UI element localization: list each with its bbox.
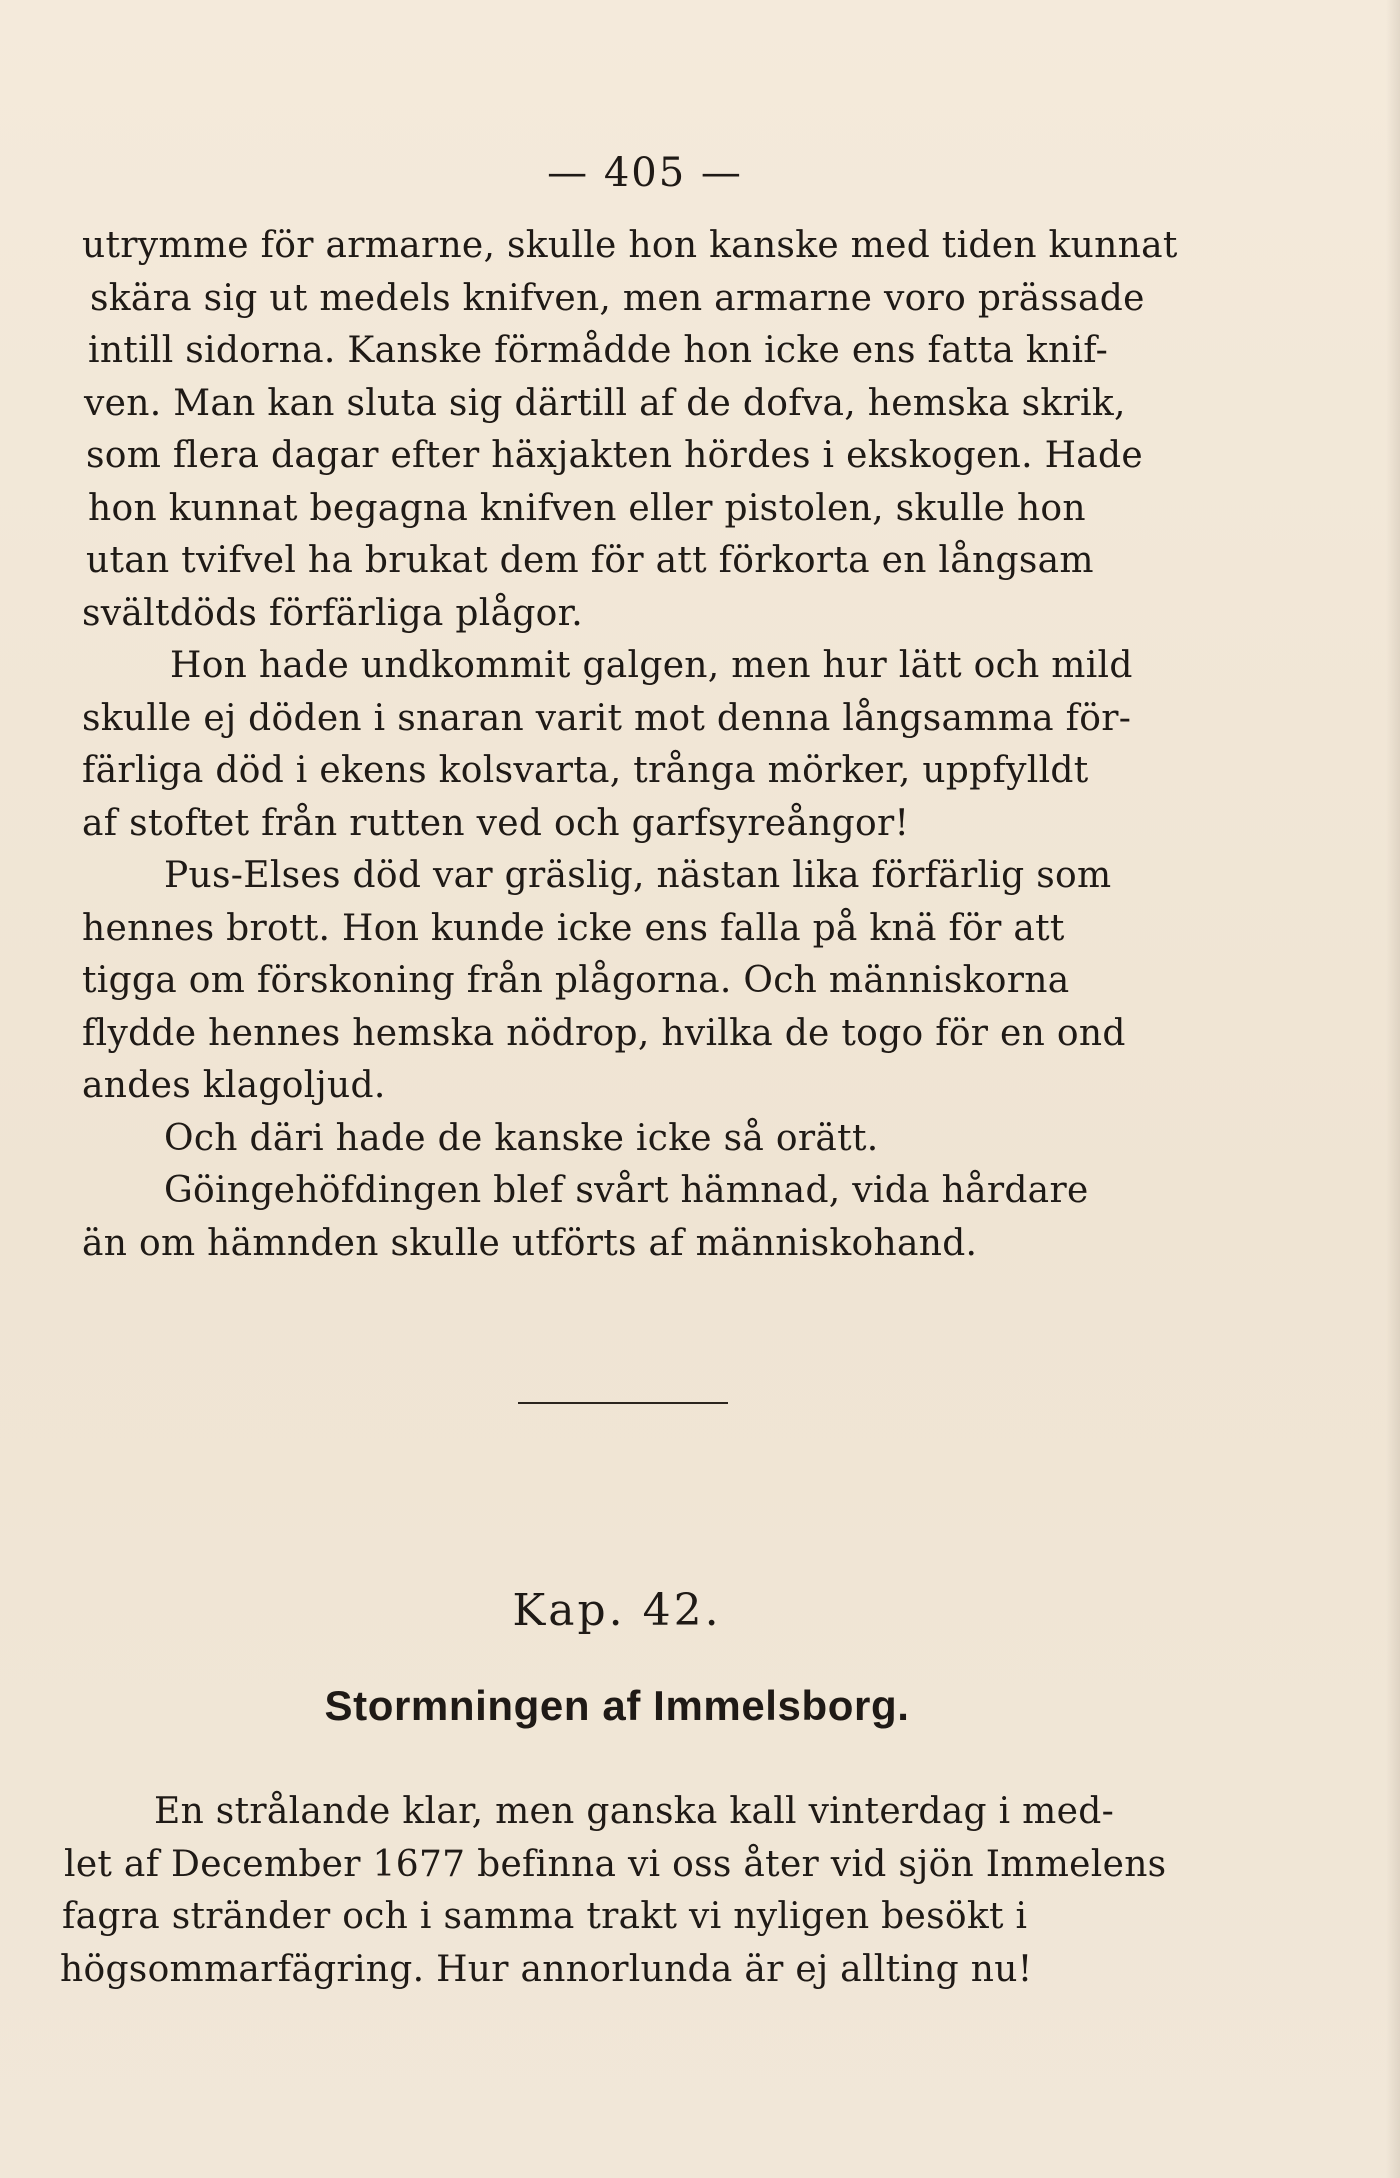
text-line: flydde hennes hemska nödrop, hvilka de togo för en ond [82,1012,1126,1054]
chapter-number: Kap. 42. [512,1585,722,1636]
page-number: — 405 — [547,150,743,196]
text-line: utrymme för armarne, skulle hon kanske med tiden kunnat [82,225,1178,266]
text-line: högsommarfägring. Hur annorlunda är ej allting nu! [60,1948,1033,1990]
body-text [82,220,1192,1270]
text-line: En strålande klar, men ganska kall vinterdag i med- [154,1791,1115,1832]
text-line: utan tvifvel ha brukat dem för att förkorta en långsam [86,540,1094,581]
text-line: än om hämnden skulle utförts af människohand. [82,1222,978,1264]
text-line: intill sidorna. Kanske förmådde hon icke ens fatta knif- [88,330,1109,371]
text-line: Göingehöfdingen blef svårt hämnad, vida hårdare [164,1170,1089,1211]
text-line: ven. Man kan sluta sig därtill af de dofva, hemska skrik, [84,382,1126,424]
chapter-body-text [58,1786,1178,1996]
text-line: let af December 1677 befinna vi oss åter vid sjön Immelens [64,1843,1167,1885]
section-divider [518,1402,728,1404]
text-line: Hon hade undkommit galgen, men hur lätt och mild [170,645,1133,686]
text-line: hon kunnat begagna knifven eller pistolen, skulle hon [88,487,1086,529]
text-line: hennes brott. Hon kunde icke ens falla på knä för att [82,907,1065,949]
text-line: färliga död i ekens kolsvarta, trånga mörker, uppfylldt [82,750,1089,791]
text-line: skulle ej döden i snaran varit mot denna långsamma för- [82,697,1132,739]
text-line: fagra stränder och i samma trakt vi nyligen besökt i [62,1896,1028,1937]
text-line: Pus-Elses död var gräslig, nästan lika förfärlig som [164,855,1112,896]
text-line: som flera dagar efter häxjakten hördes i ekskogen. Hade [86,435,1144,476]
text-line: Och däri hade de kanske icke så orätt. [164,1117,879,1159]
chapter-title: Stormningen af Immelsborg. [324,1682,910,1729]
text-line: svältdöds förfärliga plågor. [82,592,583,634]
text-line: skära sig ut medels knifven, men armarne voro prässade [90,277,1145,319]
page-edge-shadow [1386,0,1400,2178]
text-line: andes klagoljud. [82,1065,386,1106]
text-line: af stoftet från rutten ved och garfsyreångor! [82,802,910,844]
text-line: tigga om förskoning från plågorna. Och människorna [82,960,1070,1001]
